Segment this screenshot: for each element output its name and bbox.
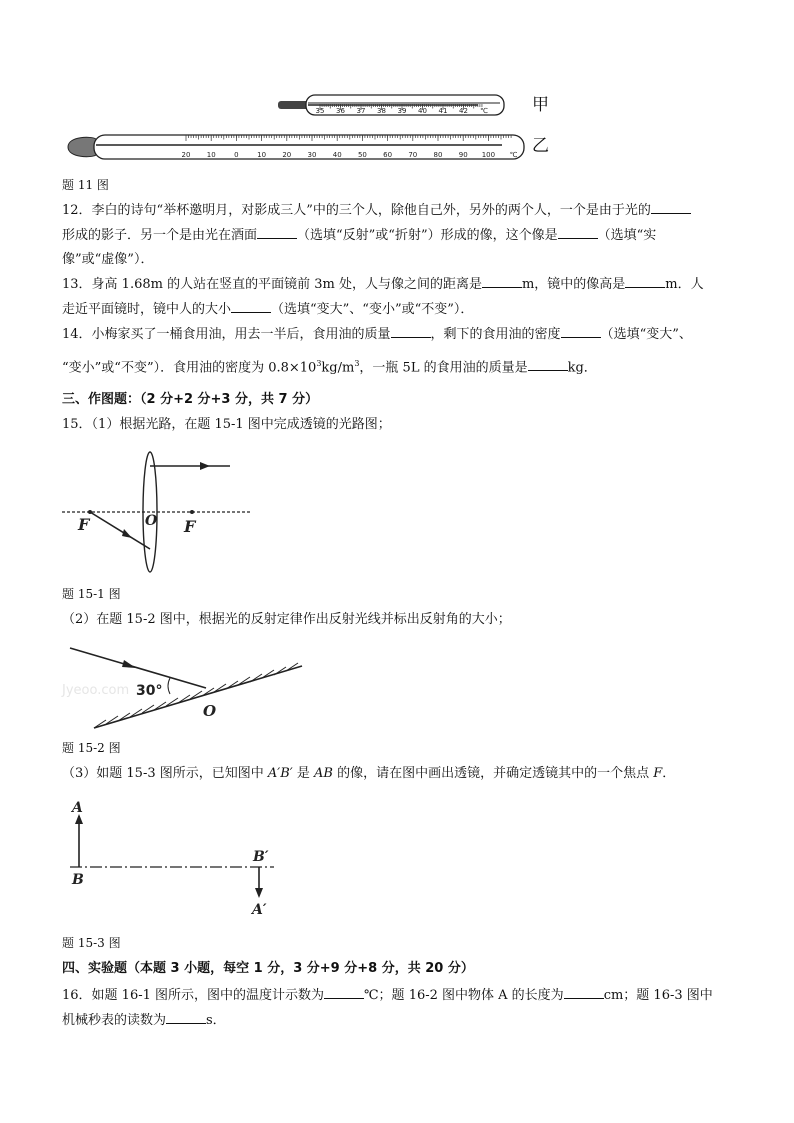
yi-tick-label: 50 [357,151,367,159]
fig3-a: A [72,800,83,816]
q12-line1: 12．李白的诗句“举杯邀明月，对影成三人”中的三个人，除他自己外，另外的两个人，一个是由于光的 [62,201,691,220]
yi-tick-label: 0 [234,151,239,159]
fig3-b-prime: B′ [253,849,269,865]
section4-heading: 四、实验题（本题 3 小题，每空 1 分，3 分+9 分+8 分，共 20 分） [62,961,474,976]
jia-tick-label: 37 [356,107,366,115]
q14-blank-3[interactable] [528,358,568,371]
caption-fig15-3: 题 15-3 图 [62,936,121,950]
yi-tick-label: 20 [282,151,292,159]
caption-fig15-1: 题 15-1 图 [62,587,121,601]
q14-line1: 14．小梅家买了一桶食用油，用去一半后，食用油的质量 ，剩下的食用油的密度 （选填“变大”、 [62,327,692,342]
yi-tick-label: 40 [332,151,342,159]
q13-line1: 13．身高 1.68m 的人站在竖直的平面镜前 3m 处，人与像之间的距离是 m，镜中的像高是 m．人 [62,277,704,292]
yi-tick-label: 90 [458,151,468,159]
fig1-o: O [145,513,158,529]
jia-tick-label: ℃ [480,107,488,115]
jia-tick-label: 39 [397,107,407,115]
fig2-watermark: Jyeoo.com [62,683,130,698]
caption-fig15-2: 题 15-2 图 [62,741,121,755]
caption-fig11: 题 11 图 [62,178,109,192]
jia-tick-label: 35 [315,107,325,115]
q16-blank-3[interactable] [166,1011,206,1024]
q14-blank-2[interactable] [561,325,601,338]
q16-blank-2[interactable] [564,986,604,999]
q12-blank-3[interactable] [558,226,598,239]
fig1-f-left: F [78,515,90,534]
q12-blank-2[interactable] [257,226,297,239]
thermometer-yi [62,133,527,161]
q12-blank-1[interactable] [651,201,691,214]
q12-line2: 形成的影子．另一个是由光在酒面 （选填“反射”或“折射”）形成的像，这个像是 （选填“实 [62,228,657,243]
q13-blank-1[interactable] [482,275,522,288]
q13-blank-3[interactable] [231,300,271,313]
yi-tick-label: 30 [307,151,317,159]
yi-tick-label: 80 [433,151,443,159]
jia-tick-label: 40 [418,107,427,115]
q15-part3: （3）如题 15-3 图所示，已知图中 A′B′ 是 AB 的像，请在图中画出透镜，并确定透镜其中的一个焦点 F． [62,766,676,781]
q15-part1: 15．（1）根据光路，在题 15-1 图中完成透镜的光路图； [62,417,391,432]
q12-line3: 像”或“虚像”）． [62,252,154,267]
jia-tick-label: 36 [336,107,345,115]
q14-blank-1[interactable] [391,325,431,338]
q13-line2: 走近平面镜时，镜中人的大小 （选填“变大”、“变小”或“不变”）． [62,302,474,317]
label-jia: 甲 [532,95,549,115]
fig1-f-right: F [184,517,196,536]
yi-tick-label: 60 [383,151,393,159]
figure-15-3 [62,800,302,920]
label-yi: 乙 [532,136,549,156]
fig3-a-prime: A′ [252,902,267,918]
jia-tick-label: 38 [377,107,386,115]
jia-tick-label: 41 [438,107,448,115]
figure-15-1 [62,446,262,566]
section3-heading: 三、作图题：（2 分+2 分+3 分，共 7 分） [62,392,319,407]
figure-15-2 [62,642,312,732]
yi-tick-label: 100 [481,151,496,159]
fig2-o: O [203,702,217,720]
yi-tick-label: 70 [408,151,418,159]
q14-line2: “变小”或“不变”）．食用油的密度为 $0.8\times 10^3kg/m^3$，一瓶 5L 的食用油的质量是 kg． [62,359,597,376]
yi-tick-label: 10 [257,151,267,159]
q13-blank-2[interactable] [625,275,665,288]
jia-tick-label: 42 [459,107,468,115]
fig2-angle: 30° [136,683,163,699]
yi-tick-label: ℃ [509,151,518,159]
q16-blank-1[interactable] [324,986,364,999]
q16-line1: 16．如题 16-1 图所示，图中的温度计示数为 ℃；题 16-2 图中物体 A 的长度为 cm；题 16-3 图中 [62,988,713,1003]
yi-tick-label: 20 [181,151,191,159]
q15-part2: （2）在题 15-2 图中，根据光的反射定律作出反射光线并标出反射角的大小； [62,612,511,627]
fig3-b: B [72,872,84,888]
thermometer-jia [278,94,518,118]
yi-tick-label: 10 [206,151,216,159]
q16-line2: 机械秒表的读数为 s． [62,1013,226,1028]
